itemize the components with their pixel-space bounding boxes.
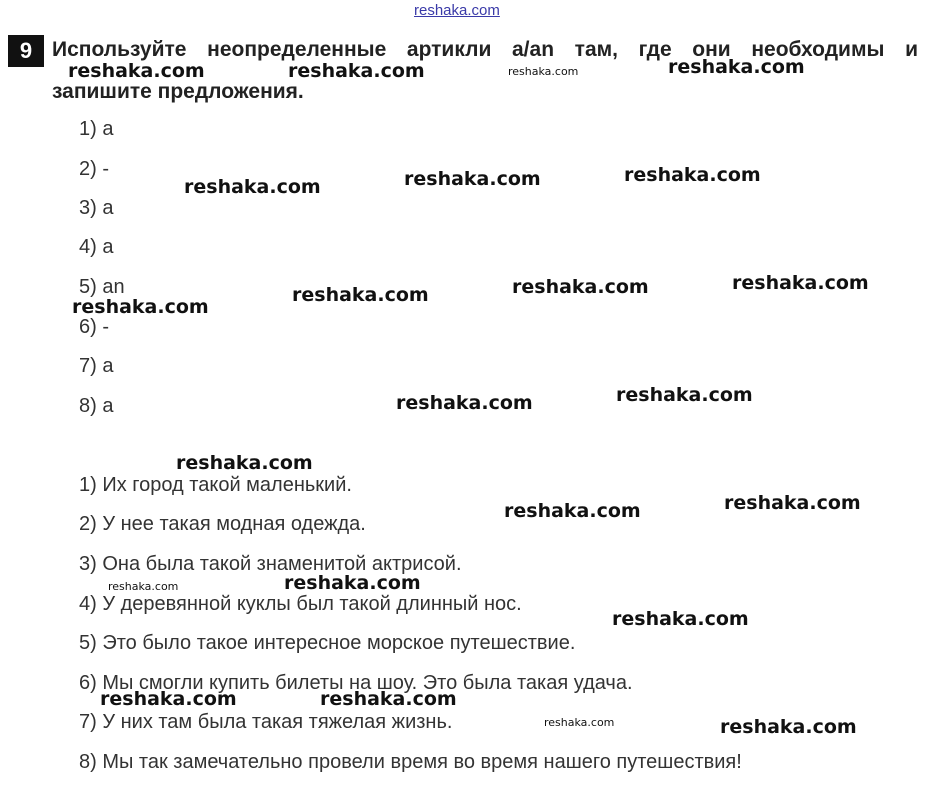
answer-item: 5) an: [79, 276, 125, 298]
answer-item: 6) -: [79, 316, 109, 338]
translation-item: 6) Мы смогли купить билеты на шоу. Это была такая удача.: [79, 672, 633, 694]
watermark: reshaka.com: [512, 276, 649, 298]
watermark: reshaka.com: [100, 688, 237, 710]
watermark: reshaka.com: [720, 716, 857, 738]
translation-item: 5) Это было такое интересное морское путешествие.: [79, 632, 576, 654]
translation-item: 2) У нее такая модная одежда.: [79, 513, 366, 535]
watermark: reshaka.com: [544, 716, 615, 729]
watermark: reshaka.com: [292, 284, 429, 306]
answer-item: 7) a: [79, 355, 114, 377]
answer-item: 3) a: [79, 197, 114, 219]
translation-item: 7) У них там была такая тяжелая жизнь.: [79, 711, 453, 733]
watermark: reshaka.com: [612, 608, 749, 630]
watermark: reshaka.com: [320, 688, 457, 710]
answer-item: 1) a: [79, 118, 114, 140]
watermark: reshaka.com: [724, 492, 861, 514]
site-link[interactable]: reshaka.com: [414, 2, 500, 19]
watermark: reshaka.com: [624, 164, 761, 186]
watermark: reshaka.com: [508, 65, 579, 78]
task-instruction-line1: Используйте неопределенные артикли a/an там, где они необходимы и: [52, 38, 918, 61]
watermark: reshaka.com: [284, 572, 421, 594]
answer-item: 2) -: [79, 158, 109, 180]
watermark: reshaka.com: [404, 168, 541, 190]
task-number-badge: 9: [8, 35, 44, 67]
translation-item: 4) У деревянной куклы был такой длинный нос.: [79, 593, 522, 615]
task-instruction-line2: запишите предложения.: [52, 80, 304, 103]
translation-item: 3) Она была такой знаменитой актрисой.: [79, 553, 462, 575]
watermark: reshaka.com: [288, 60, 425, 82]
watermark: reshaka.com: [108, 580, 179, 593]
translation-item: 1) Их город такой маленький.: [79, 474, 352, 496]
watermark: reshaka.com: [72, 296, 209, 318]
watermark: reshaka.com: [68, 60, 205, 82]
translation-item: 8) Мы так замечательно провели время во время нашего путешествия!: [79, 751, 742, 773]
watermark: reshaka.com: [668, 56, 805, 78]
answer-item: 8) a: [79, 395, 114, 417]
watermark: reshaka.com: [184, 176, 321, 198]
watermark: reshaka.com: [176, 452, 313, 474]
answer-item: 4) a: [79, 236, 114, 258]
watermark: reshaka.com: [396, 392, 533, 414]
watermark: reshaka.com: [732, 272, 869, 294]
watermark: reshaka.com: [616, 384, 753, 406]
watermark: reshaka.com: [504, 500, 641, 522]
